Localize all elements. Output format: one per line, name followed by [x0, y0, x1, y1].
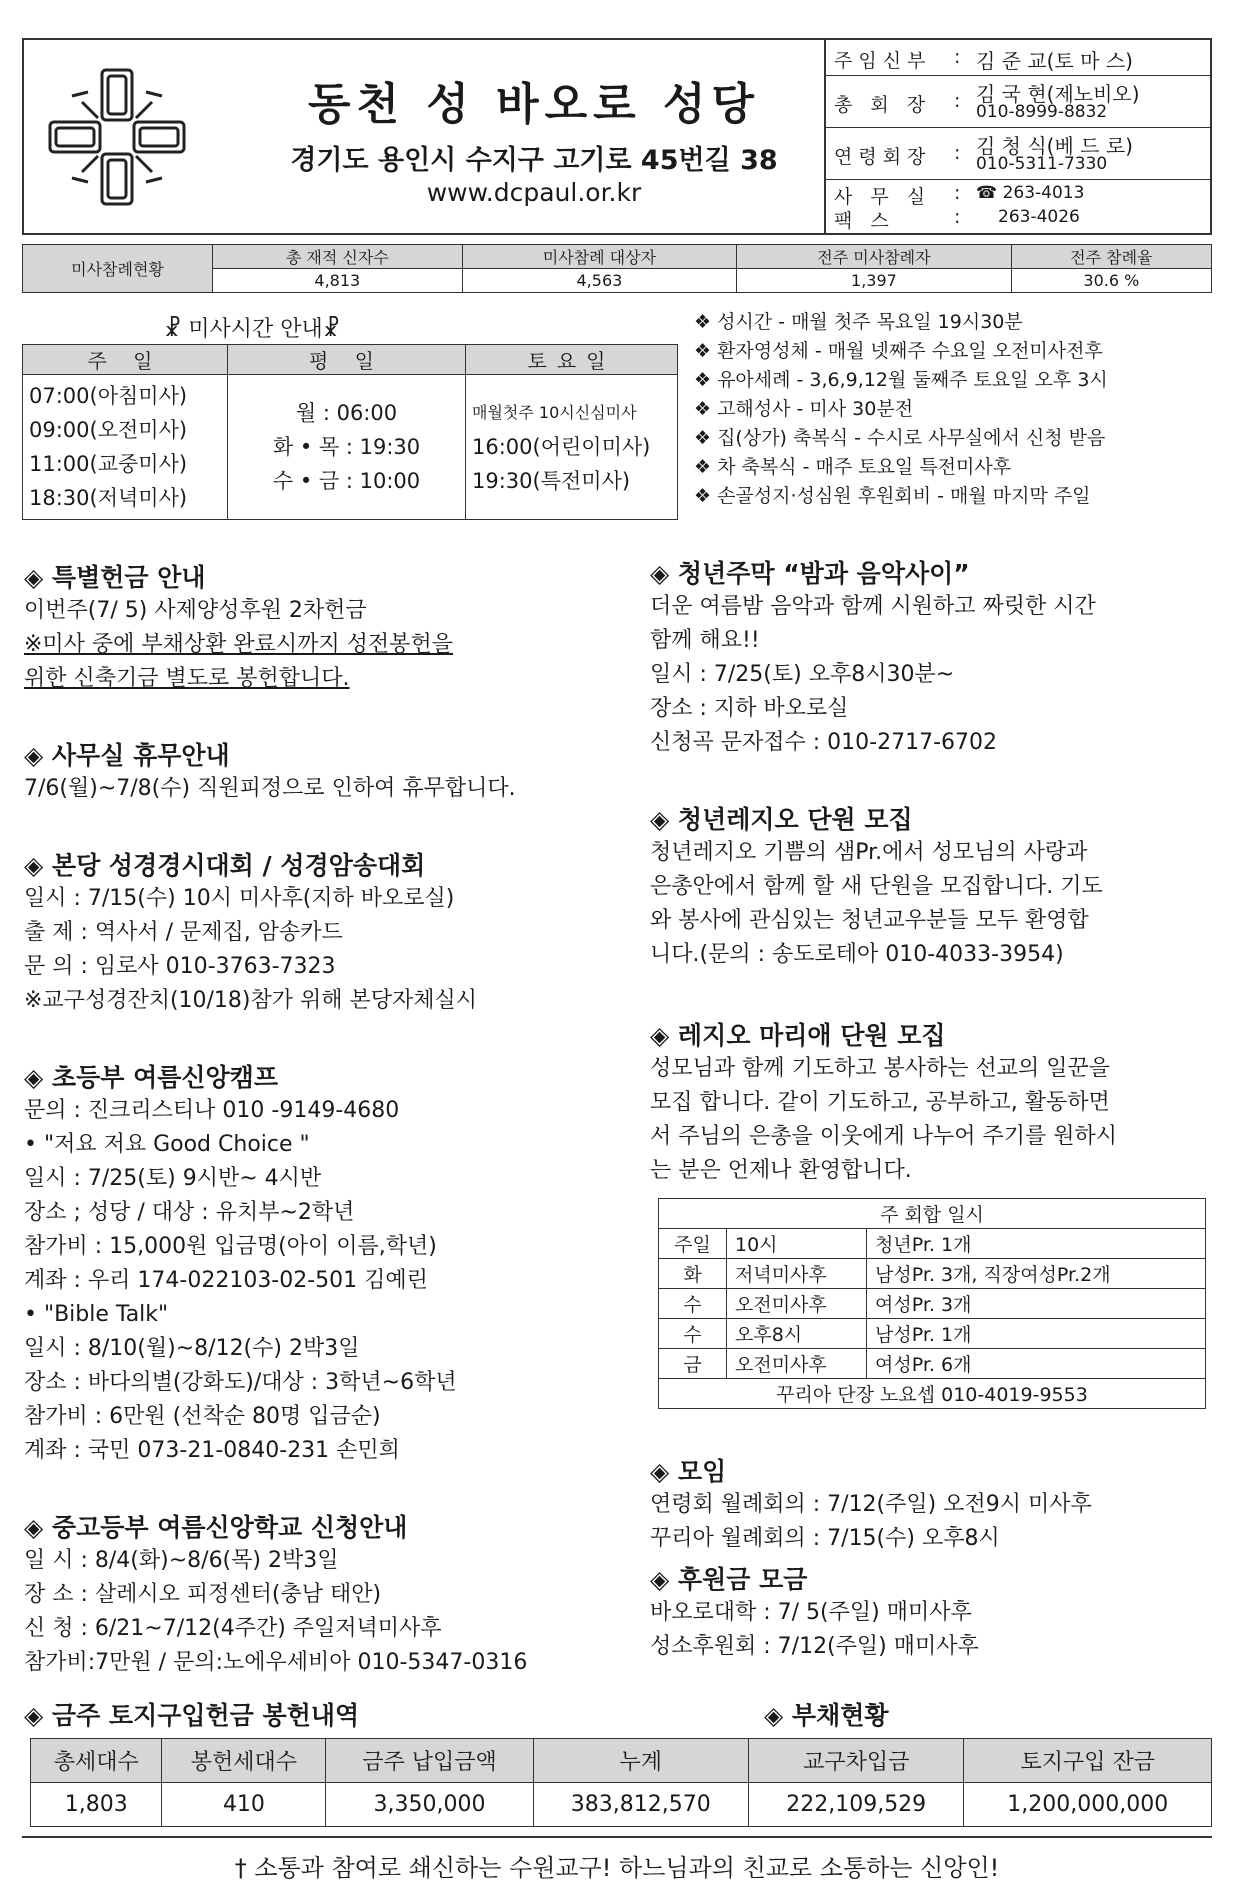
section-line: 니다.(문의 : 송도로테아 010-4033-3954) — [650, 942, 1064, 967]
meeting-group: 남성Pr. 1개 — [867, 1319, 1206, 1349]
staff-colon: : — [954, 206, 961, 228]
staff-phone: 010-5311-7330 — [976, 154, 1108, 174]
land-value: 1,200,000,000 — [964, 1783, 1212, 1827]
land-value: 222,109,529 — [748, 1783, 963, 1827]
section-line: 장소 : 지하 바오로실 — [650, 696, 849, 721]
section-line: 계좌 : 우리 174-022103-02-501 김예린 — [24, 1268, 428, 1293]
staff-row-office — [826, 180, 1210, 233]
mass-schedule-table — [22, 344, 678, 520]
land-value: 1,803 — [31, 1783, 162, 1827]
notice-item: ❖ 차 축복식 - 매주 토요일 특전미사후 — [694, 456, 1012, 478]
section-body-bible-contest — [24, 882, 477, 1018]
section-line: 더운 여름밤 음악과 함께 시원하고 짜릿한 시간 — [650, 594, 1096, 619]
attendance-header: 미사참례 대상자 — [462, 245, 737, 269]
section-line: 장소 ; 성당 / 대상 : 유치부~2학년 — [24, 1200, 355, 1225]
attendance-value: 4,813 — [213, 269, 463, 293]
staff-label: 사 무 실 — [834, 186, 932, 208]
meeting-group: 여성Pr. 6개 — [867, 1349, 1206, 1379]
mass-sunday-times — [23, 375, 228, 520]
office-phone: ☎ 263-4013 — [976, 183, 1085, 203]
section-line: 성소후원회 : 7/12(주일) 매미사후 — [650, 1634, 979, 1659]
section-line: 문의 : 진크리스티나 010 -9149-4680 — [24, 1098, 400, 1123]
section-body-legio-mariae — [650, 1052, 1117, 1188]
section-body-youth-bar — [650, 590, 1096, 760]
section-body-meetings — [650, 1488, 1092, 1556]
section-line: 이번주(7/ 5) 사제양성후원 2차헌금 — [24, 598, 367, 623]
section-line: 성모님과 함께 기도하고 봉사하는 선교의 일꾼을 — [650, 1056, 1111, 1081]
church-title: 동천 성 바오로 성당 — [308, 79, 760, 130]
meeting-day: 수 — [659, 1289, 727, 1319]
section-line: 일시 : 7/25(토) 오후8시30분~ — [650, 662, 955, 687]
staff-colon: : — [954, 182, 961, 204]
notice-item: ❖ 고해성사 - 미사 30분전 — [694, 398, 914, 420]
section-title-office-closed: ◈ 사무실 휴무안내 — [24, 741, 230, 770]
staff-colon: : — [954, 142, 961, 164]
section-line: 꾸리아 월례회의 : 7/15(수) 오후8시 — [650, 1526, 1000, 1551]
meeting-table-title: 주 회합 일시 — [659, 1199, 1206, 1229]
mass-time: 매월첫주 10시신심미사 — [472, 403, 637, 422]
section-line: 일시 : 8/10(월)~8/12(수) 2박3일 — [24, 1336, 360, 1361]
staff-panel — [824, 40, 1210, 233]
table-row — [659, 1289, 1206, 1319]
table-row — [659, 1349, 1206, 1379]
section-line: ※미사 중에 부채상환 완료시까지 성전봉헌을 — [24, 632, 453, 657]
meeting-time: 저녁미사후 — [727, 1259, 867, 1289]
table-row — [659, 1319, 1206, 1349]
mass-time: 09:00(오전미사) — [29, 418, 188, 442]
section-title-special-offering: ◈ 특별헌금 안내 — [24, 563, 206, 592]
section-line: 위한 신축기금 별도로 봉헌합니다. — [24, 666, 350, 691]
section-body-youth-school — [24, 1544, 527, 1680]
attendance-row-label: 미사참례현황 — [23, 245, 213, 293]
mass-time: 수 • 금 : 10:00 — [272, 469, 421, 493]
section-body-office-closed — [24, 772, 516, 806]
section-body-donations — [650, 1596, 979, 1664]
meeting-time: 오전미사후 — [727, 1289, 867, 1319]
section-line: 일 시 : 8/4(화)~8/6(목) 2박3일 — [24, 1548, 339, 1573]
section-line: 청년레지오 기쁨의 샘Pr.에서 성모님의 사랑과 — [650, 840, 1088, 865]
section-line: 함께 해요!! — [650, 628, 760, 653]
section-line: • "저요 저요 Good Choice " — [24, 1132, 310, 1157]
notice-item: ❖ 성시간 - 매월 첫주 목요일 19시30분 — [694, 311, 1023, 333]
section-line: 는 분은 언제나 환영합니다. — [650, 1158, 912, 1183]
land-value: 383,812,570 — [533, 1783, 748, 1827]
section-line: 서 주님의 은총을 이웃에게 나누어 주기를 원하시 — [650, 1124, 1118, 1149]
section-line: 일시 : 7/25(토) 9시반~ 4시반 — [24, 1166, 322, 1191]
section-line: 문 의 : 임로사 010-3763-7323 — [24, 954, 336, 979]
section-line: 일시 : 7/15(수) 10시 미사후(지하 바오로실) — [24, 886, 455, 911]
section-title-youth-school: ◈ 중고등부 여름신앙학교 신청안내 — [24, 1513, 408, 1542]
section-line: 참가비 : 15,000원 입금명(아이 이름,학년) — [24, 1234, 437, 1259]
section-title-legio-mariae: ◈ 레지오 마리애 단원 모집 — [650, 1021, 946, 1050]
section-body-elementary-camp — [24, 1094, 457, 1468]
section-title-debt-status: ◈ 부채현황 — [764, 1701, 889, 1730]
mass-time: 16:00(어린이미사) — [472, 435, 651, 459]
section-line: 와 봉사에 관심있는 청년교우분들 모두 환영합 — [650, 908, 1089, 933]
meeting-table — [658, 1198, 1206, 1409]
land-header: 누계 — [533, 1739, 748, 1783]
mass-time: 월 : 06:00 — [295, 401, 398, 425]
mass-header-saturday: 토요일 — [466, 345, 678, 375]
section-line: 출 제 : 역사서 / 문제집, 암송카드 — [24, 920, 343, 945]
mass-time: 화 • 목 : 19:30 — [272, 435, 421, 459]
land-header: 교구차입금 — [748, 1739, 963, 1783]
mass-time: 18:30(저녁미사) — [29, 486, 188, 510]
land-header: 금주 납입금액 — [326, 1739, 533, 1783]
footer-divider — [22, 1836, 1212, 1838]
section-title-youth-bar: ◈ 청년주막 “밤과 음악사이” — [650, 559, 970, 588]
section-title-donations: ◈ 후원금 모금 — [650, 1565, 808, 1594]
staff-label: 총 회 장 — [834, 94, 932, 116]
meeting-day: 주일 — [659, 1229, 727, 1259]
meeting-time: 10시 — [727, 1229, 867, 1259]
section-title-land-offering: ◈ 금주 토지구입헌금 봉헌내역 — [24, 1701, 360, 1730]
meeting-group: 청년Pr. 1개 — [867, 1229, 1206, 1259]
meeting-table-footer: 꾸리아 단장 노요셉 010-4019-9553 — [659, 1379, 1206, 1409]
staff-name: 김 국 현(제노비오) — [976, 82, 1140, 106]
section-line: 7/6(월)~7/8(수) 직원피정으로 인하여 휴무합니다. — [24, 776, 516, 801]
fax-number: 263-4026 — [998, 207, 1080, 227]
land-value: 410 — [162, 1783, 326, 1827]
meeting-group: 여성Pr. 3개 — [867, 1289, 1206, 1319]
notice-list — [694, 308, 1214, 511]
section-line: 모집 합니다. 같이 기도하고, 공부하고, 활동하면 — [650, 1090, 1110, 1115]
mass-saturday-times — [466, 375, 678, 520]
mass-time: 19:30(특전미사) — [472, 469, 631, 493]
mass-weekday-times — [228, 375, 466, 520]
attendance-table — [22, 244, 1212, 293]
staff-label: 주임신부 — [834, 50, 932, 72]
notice-item: ❖ 집(상가) 축복식 - 수시로 사무실에서 신청 받음 — [694, 427, 1106, 449]
notice-item: ❖ 환자영성체 - 매월 넷째주 수요일 오전미사전후 — [694, 340, 1103, 362]
staff-row-president — [826, 76, 1210, 128]
staff-name: 김 준 교(토 마 스) — [976, 49, 1133, 73]
staff-colon: : — [954, 46, 961, 68]
section-line: 은총안에서 함께 할 새 단원을 모집합니다. 기도 — [650, 874, 1103, 899]
staff-colon: : — [954, 90, 961, 112]
meeting-time: 오후8시 — [727, 1319, 867, 1349]
mass-header-weekday: 평 일 — [228, 345, 466, 375]
land-header: 토지구입 잔금 — [964, 1739, 1212, 1783]
attendance-header: 전주 참례율 — [1011, 245, 1211, 269]
section-line: 장소 : 바다의별(강화도)/대상 : 3학년~6학년 — [24, 1370, 457, 1395]
attendance-header: 총 재적 신자수 — [213, 245, 463, 269]
section-line: 장 소 : 살레시오 피정센터(충남 태안) — [24, 1582, 382, 1607]
section-line: 계좌 : 국민 073-21-0840-231 손민희 — [24, 1438, 400, 1463]
section-title-bible-contest: ◈ 본당 성경경시대회 / 성경암송대회 — [24, 851, 426, 880]
meeting-day: 금 — [659, 1349, 727, 1379]
table-row — [659, 1259, 1206, 1289]
meeting-group: 남성Pr. 3개, 직장여성Pr.2개 — [867, 1259, 1206, 1289]
attendance-header: 전주 미사참례자 — [737, 245, 1012, 269]
section-line: 바오로대학 : 7/ 5(주일) 매미사후 — [650, 1600, 972, 1625]
section-title-elementary-camp: ◈ 초등부 여름신앙캠프 — [24, 1063, 278, 1092]
header-left — [24, 40, 824, 233]
section-body-special-offering — [24, 594, 453, 696]
footer-slogan: † 소통과 참여로 쇄신하는 수원교구! 하느님과의 친교로 소통하는 신앙인! — [234, 1854, 1000, 1882]
attendance-value: 1,397 — [737, 269, 1012, 293]
table-row — [659, 1229, 1206, 1259]
church-address: 경기도 용인시 수지구 고기로 45번길 38 — [290, 145, 778, 176]
land-value: 3,350,000 — [326, 1783, 533, 1827]
section-title-meetings: ◈ 모임 — [650, 1457, 727, 1486]
header-box — [22, 38, 1212, 235]
section-body-youth-legio — [650, 836, 1103, 972]
section-line: 연령회 월례회의 : 7/12(주일) 오전9시 미사후 — [650, 1492, 1092, 1517]
staff-phone: 010-8999-8832 — [976, 102, 1108, 122]
meeting-time: 오전미사후 — [727, 1349, 867, 1379]
staff-row-pastor — [826, 40, 1210, 76]
mass-title: ☧ 미사시간 안내☧ — [164, 317, 340, 342]
section-line: 참가비 : 6만원 (선착순 80명 입금순) — [24, 1404, 381, 1429]
church-logo-icon — [42, 62, 192, 212]
mass-time: 07:00(아침미사) — [29, 384, 188, 408]
land-header: 총세대수 — [31, 1739, 162, 1783]
section-line: 참가비:7만원 / 문의:노에우세비아 010-5347-0316 — [24, 1650, 528, 1675]
notice-item: ❖ 손골성지·성심원 후원회비 - 매월 마지막 주일 — [694, 485, 1091, 507]
section-line: 신청곡 문자접수 : 010-2717-6702 — [650, 730, 998, 755]
mass-time: 11:00(교중미사) — [29, 452, 188, 476]
staff-label: 연령회장 — [834, 146, 932, 168]
staff-name: 김 청 식(베 드 로) — [976, 134, 1133, 158]
attendance-value: 4,563 — [462, 269, 737, 293]
section-line: • "Bible Talk" — [24, 1302, 169, 1327]
attendance-value: 30.6 % — [1011, 269, 1211, 293]
section-line: ※교구성경잔치(10/18)참가 위해 본당자체실시 — [24, 988, 478, 1013]
church-url[interactable]: www.dcpaul.or.kr — [426, 178, 642, 207]
meeting-day: 화 — [659, 1259, 727, 1289]
staff-row-funeral — [826, 128, 1210, 180]
staff-label: 팩 스 — [834, 210, 895, 232]
meeting-day: 수 — [659, 1319, 727, 1349]
mass-header-sunday: 주 일 — [23, 345, 228, 375]
land-offering-table — [30, 1738, 1212, 1827]
notice-item: ❖ 유아세례 - 3,6,9,12월 둘째주 토요일 오후 3시 — [694, 369, 1108, 391]
section-line: 신 청 : 6/21~7/12(4주간) 주일저녁미사후 — [24, 1616, 442, 1641]
section-title-youth-legio: ◈ 청년레지오 단원 모집 — [650, 805, 913, 834]
land-header: 봉헌세대수 — [162, 1739, 326, 1783]
